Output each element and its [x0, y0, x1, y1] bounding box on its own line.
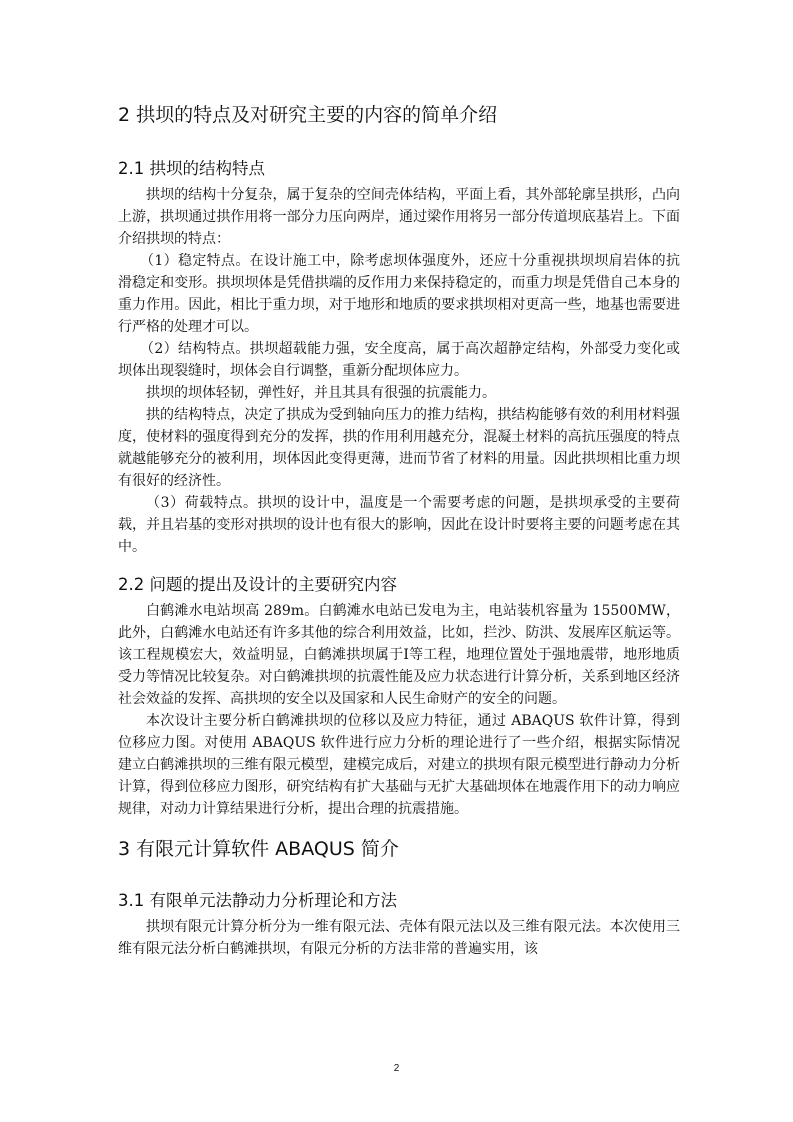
page-number: 2: [393, 1063, 400, 1074]
page-body: [118, 100, 680, 960]
section-2-2-heading: 2.2 问题的提出及设计的主要研究内容: [118, 575, 397, 594]
paragraph: 拱坝有限元计算分析分为一维有限元法、壳体有限元法以及三维有限元法。本次使用三维有限元法分析白鹤滩拱坝，有限元分析的方法非常的普遍实用，该: [118, 919, 680, 957]
paragraph: （3）荷载特点。拱坝的设计中，温度是一个需要考虑的问题，是拱坝承受的主要荷载，并且岩基的变形对拱坝的设计也有很大的影响，因此在设计时要将主要的问题考虑在其中。: [118, 495, 680, 555]
section-3-heading: 3 有限元计算软件 ABAQUS 简介: [118, 838, 399, 860]
paragraph: 白鹤滩水电站坝高 289m。白鹤滩水电站已发电为主，电站装机容量为 15500MW，此外，白鹤滩水电站还有许多其他的综合利用效益，比如，拦沙、防洪、发展库区航运等。该工程规模宏大，效益明显，白鹤滩拱坝属于Ⅰ等工程，地理位置处于强地震带，地形地质受力等情况比较复杂。对白鹤滩拱坝的抗震性能及应力状态进行计算分析，关系到地区经济社会效益的发挥、高拱坝的安全以及国家和人民生命财产的安全的问题。: [118, 603, 680, 707]
paragraph: 拱坝的结构十分复杂，属于复杂的空间壳体结构，平面上看，其外部轮廓呈拱形，凸向上游，拱坝通过拱作用将一部分力压向两岸，通过梁作用将另一部分传道坝底基岩上。下面介绍拱坝的特点：: [118, 187, 680, 247]
section-2-heading: 2 拱坝的特点及对研究主要的内容的简单介绍: [118, 104, 498, 126]
paragraph: 本次设计主要分析白鹤滩拱坝的位移以及应力特征，通过 ABAQUS 软件计算，得到位移应力图。对使用 ABAQUS 软件进行应力分析的理论进行了一些介绍，根据实际情况建立白鹤滩拱坝的三维有限元模型，建模完成后，对建立的拱坝有限元模型进行静动力分析计算，得到位移应力图形，研究结构有扩大基础与无扩大基础坝体在地震作用下的动力响应规律，对动力计算结果进行分析，提出合理的抗震措施。: [118, 713, 680, 817]
section-3-1-heading: 3.1 有限单元法静动力分析理论和方法: [118, 891, 397, 910]
section-2-1-heading: 2.1 拱坝的结构特点: [118, 159, 265, 178]
paragraph: 拱坝的坝体轻韧，弹性好，并且其具有很强的抗震能力。: [146, 385, 496, 401]
paragraph: （2）结构特点。拱坝超载能力强，安全度高，属于高次超静定结构，外部受力变化或坝体出现裂缝时，坝体会自行调整，重新分配坝体应力。: [118, 341, 680, 379]
paragraph: 拱的结构特点，决定了拱成为受到轴向压力的推力结构，拱结构能够有效的利用材料强度，使材料的强度得到充分的发挥，拱的作用利用越充分，混凝土材料的高抗压强度的特点就越能够充分的被利用，坝体因此变得更薄，进而节省了材料的用量。因此拱坝相比重力坝有很好的经济性。: [118, 407, 680, 489]
paragraph: （1）稳定特点。在设计施工中，除考虑坝体强度外，还应十分重视拱坝坝肩岩体的抗滑稳定和变形。拱坝坝体是凭借拱端的反作用力来保持稳定的，而重力坝是凭借自己本身的重力作用。因此，相比于重力坝，对于地形和地质的要求拱坝相对更高一些，地基也需要进行严格的处理才可以。: [118, 253, 680, 335]
